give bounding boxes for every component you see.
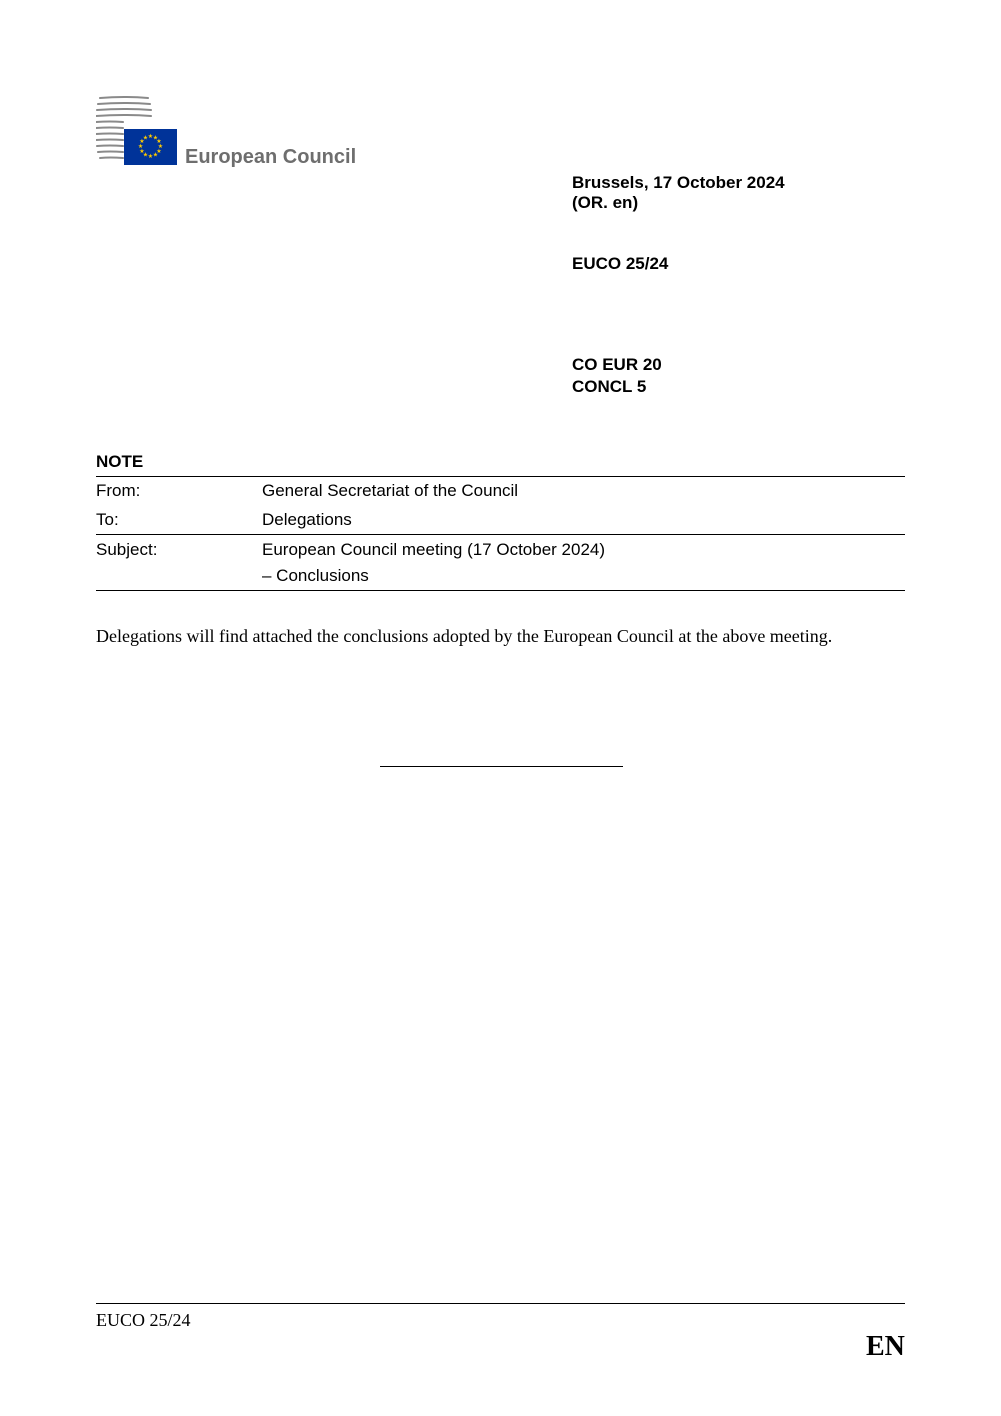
- subject-value: – Conclusions: [262, 566, 369, 585]
- divider: [96, 590, 905, 591]
- original-language: (OR. en): [572, 193, 639, 212]
- svg-text:★: ★: [142, 134, 149, 142]
- svg-text:★: ★: [152, 134, 159, 142]
- body-paragraph: Delegations will find attached the conclusions adopted by the European Council at the above meeting.: [96, 626, 833, 646]
- footer-language: EN: [866, 1331, 905, 1362]
- from-value: General Secretariat of the Council: [262, 481, 519, 500]
- svg-text:★: ★: [137, 143, 144, 150]
- divider: [96, 476, 905, 477]
- document-date: Brussels, 17 October 2024: [572, 173, 785, 192]
- svg-text:★: ★: [139, 138, 145, 145]
- svg-text:★: ★: [156, 148, 162, 155]
- subject-label: Subject:: [96, 540, 158, 559]
- document-reference: EUCO 25/24: [572, 254, 669, 273]
- svg-text:★: ★: [152, 151, 159, 159]
- document-code: CONCL 5: [572, 377, 647, 396]
- european-council-logo-icon: [96, 96, 178, 166]
- document-code: CO EUR 20: [572, 355, 662, 374]
- svg-text:★: ★: [142, 151, 149, 159]
- end-divider: [380, 766, 623, 767]
- to-label: To:: [96, 510, 119, 529]
- subject-value: European Council meeting (17 October 2024): [262, 540, 606, 559]
- svg-text:★: ★: [147, 133, 154, 140]
- from-label: From:: [96, 481, 141, 500]
- note-label: NOTE: [96, 452, 144, 471]
- footer-reference: EUCO 25/24: [96, 1310, 191, 1330]
- footer-divider: [96, 1303, 905, 1304]
- divider: [96, 534, 905, 535]
- to-value: Delegations: [262, 510, 352, 529]
- svg-text:★: ★: [156, 138, 162, 145]
- svg-text:★: ★: [147, 153, 154, 160]
- svg-text:★: ★: [139, 148, 145, 155]
- organization-name: European Council: [185, 146, 357, 168]
- svg-text:★: ★: [157, 143, 164, 150]
